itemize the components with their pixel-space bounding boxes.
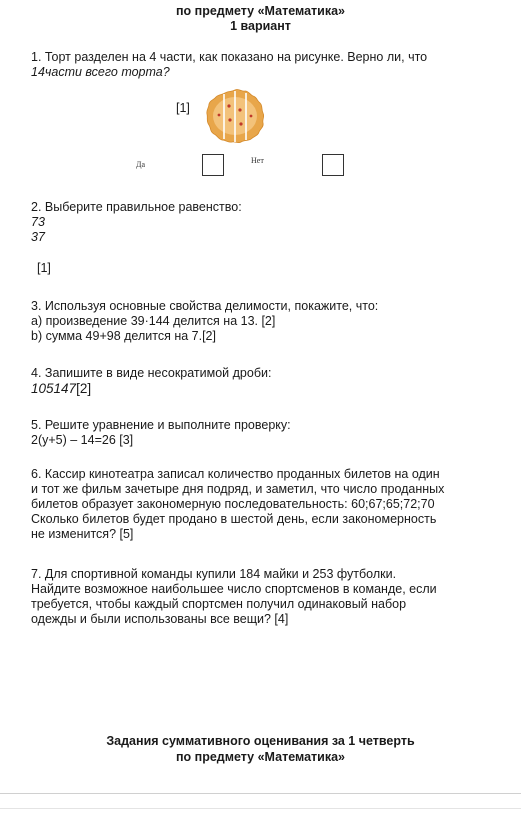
question-2-text: 2. Выберите правильное равенство:: [31, 200, 242, 214]
question-6-line-1: 6. Кассир кинотеатра записал количество проданных билетов на один: [31, 467, 440, 481]
question-6-line-4: Сколько билетов будет продано в шестой день, если закономерность: [31, 512, 437, 526]
question-1-text-cont: 14части всего торта?: [31, 65, 170, 79]
question-2-value-2: 37: [31, 230, 45, 244]
question-2-score: [1]: [37, 261, 51, 275]
question-5: [31, 418, 511, 448]
question-3-text: 3. Используя основные свойства делимости, покажите, что:: [31, 299, 379, 313]
question-7: [31, 567, 511, 627]
option-no-checkbox[interactable]: [322, 154, 344, 176]
question-3-part-b: b) сумма 49+98 делится на 7.[2]: [31, 329, 216, 343]
question-1-answers: [0, 154, 521, 180]
question-1-text: 1. Торт разделен на 4 части, как показано на рисунке. Верно ли, что: [31, 50, 428, 64]
question-6-line-3: билетов образует закономерную последовательность: 60;67;65;72;70: [31, 497, 435, 511]
question-3-part-a: a) произведение 39·144 делится на 13. [2]: [31, 314, 276, 328]
question-7-line-4: одежды и были использованы все вещи? [4]: [31, 612, 289, 626]
question-7-line-1: 7. Для спортивной команды купили 184 майки и 253 футболки.: [31, 567, 397, 581]
page-divider-2: [0, 808, 521, 809]
question-5-text: 5. Решите уравнение и выполните проверку:: [31, 418, 291, 432]
option-no-label: Нет: [251, 156, 264, 165]
option-yes-label: Да: [136, 160, 146, 169]
question-7-line-2: Найдите возможное наибольшее число спортсменов в команде, если: [31, 582, 437, 596]
question-2: [31, 200, 511, 276]
question-1-score: [1]: [176, 101, 190, 115]
page-header: [0, 4, 521, 34]
option-yes-checkbox[interactable]: [202, 154, 224, 176]
question-3: [31, 299, 511, 344]
subject-line: по предмету «Математика»: [175, 4, 345, 18]
variant-line: 1 вариант: [230, 19, 291, 33]
question-4-score: [2]: [76, 381, 92, 396]
question-5-equation: 2(y+5) – 14=26 [3]: [31, 433, 134, 447]
question-4: [31, 366, 511, 397]
next-page-header: [0, 733, 521, 765]
question-6-line-2: и тот же фильм зачетыре дня подряд, и заметил, что число проданных: [31, 482, 445, 496]
footer-title-line-1: Задания суммативного оценивания за 1 четверть: [106, 734, 415, 748]
question-1: [31, 50, 511, 80]
question-6: [31, 467, 511, 542]
cake-image: [203, 88, 267, 144]
question-7-line-3: требуется, чтобы каждый спортсмен получил одинаковый набор: [31, 597, 407, 611]
question-4-value: 105147: [31, 381, 77, 396]
page-divider: [0, 793, 521, 794]
question-6-line-5: не изменится? [5]: [31, 527, 134, 541]
footer-title-line-2: по предмету «Математика»: [175, 750, 345, 764]
question-2-value-1: 73: [31, 215, 45, 229]
question-4-text: 4. Запишите в виде несократимой дроби:: [31, 366, 272, 380]
